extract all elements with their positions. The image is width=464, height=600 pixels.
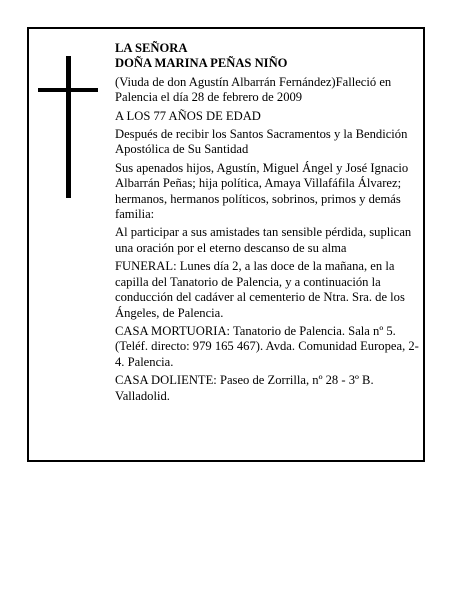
obituary-text [115,41,421,404]
cross-horizontal-bar [38,88,98,92]
family-line: Sus apenados hijos, Agustín, Miguel Ángel y José Ignacio Albarrán Peñas; hija política, Amaya Villafáfila Álvarez; hermanos, hermanos políticos, sobrinos, primos y demás familia: [115,160,409,222]
funeral-home-details: CASA MORTUORIA: Tanatorio de Palencia. Sala nº 5. (Teléf. directo: 979 165 467). Avda. Comunidad Europea, 2-4. Palencia. [115,323,419,369]
widow-and-death-date: (Viuda de don Agustín Albarrán Fernández)Falleció en Palencia el día 28 de febrero de 2009 [115,74,392,105]
family-home-address: CASA DOLIENTE: Paseo de Zorrilla, nº 28 - 3º B. Valladolid. [115,373,374,403]
deceased-name: DOÑA MARINA PEÑAS NIÑO [115,56,288,71]
age-line: A LOS 77 AÑOS DE EDAD [115,108,261,123]
funeral-details: FUNERAL: Lunes día 2, a las doce de la mañana, en la capilla del Tanatorio de Palencia, y a continuación la conducción del cadáver al cementerio de Ntra. Sra. de los Ángeles, de Palencia. [115,259,405,320]
cross-vertical-bar [66,56,71,198]
deceased-title: LA SEÑORA [115,41,188,55]
obituary-notice [27,27,425,462]
sacraments-line: Después de recibir los Santos Sacramentos y la Bendición Apostólica de Su Santidad [115,127,408,157]
prayer-request: Al participar a sus amistades tan sensible pérdida, suplican una oración por el eterno descanso de su alma [115,225,412,255]
